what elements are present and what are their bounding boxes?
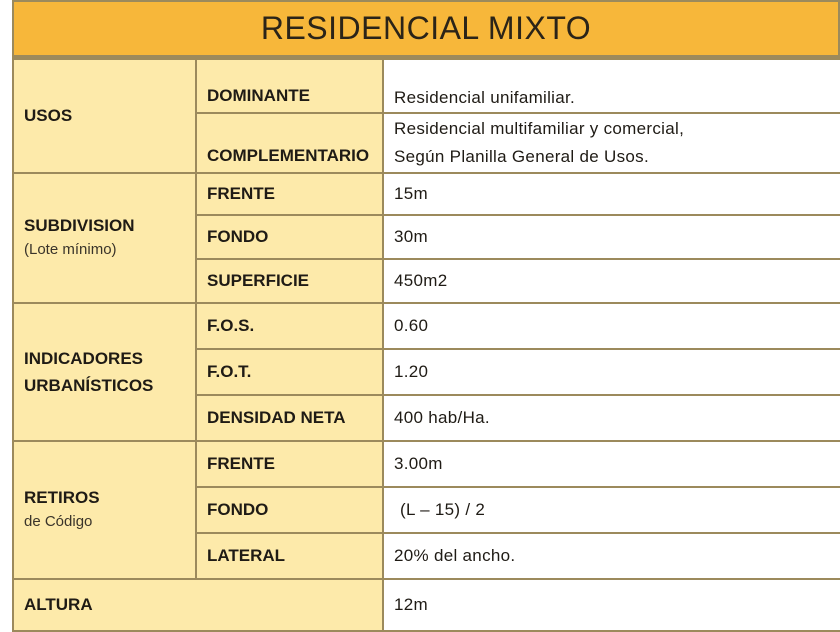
value-superficie: 450m2 bbox=[383, 259, 840, 303]
category-label: USOS bbox=[24, 106, 73, 125]
value-densidad-neta: 400 hab/Ha. bbox=[383, 395, 840, 441]
category-altura: ALTURA bbox=[13, 579, 383, 631]
category-subdivision bbox=[13, 173, 196, 303]
value-dominante: Residencial unifamiliar. bbox=[383, 59, 840, 113]
table-row bbox=[13, 303, 840, 349]
value-fos: 0.60 bbox=[383, 303, 840, 349]
key-retiro-frente: FRENTE bbox=[196, 441, 383, 487]
key-retiro-lateral: LATERAL bbox=[196, 533, 383, 579]
zoning-table bbox=[12, 58, 840, 632]
value-fondo: 30m bbox=[383, 215, 840, 259]
key-superficie: SUPERFICIE bbox=[196, 259, 383, 303]
key-frente: FRENTE bbox=[196, 173, 383, 215]
table-row bbox=[13, 579, 840, 631]
table-title: RESIDENCIAL MIXTO bbox=[12, 0, 840, 58]
category-retiros bbox=[13, 441, 196, 579]
category-label: INDICADORES bbox=[24, 349, 144, 368]
category-label: SUBDIVISION bbox=[24, 216, 135, 235]
category-usos bbox=[13, 59, 196, 173]
value-retiro-lateral: 20% del ancho. bbox=[383, 533, 840, 579]
value-fot: 1.20 bbox=[383, 349, 840, 395]
category-label: URBANÍSTICOS bbox=[24, 376, 154, 395]
category-sublabel: de Código bbox=[24, 513, 93, 530]
value-retiro-fondo: (L – 15) / 2 bbox=[383, 487, 840, 533]
key-dominante: DOMINANTE bbox=[196, 59, 383, 113]
key-fondo: FONDO bbox=[196, 215, 383, 259]
value-altura: 12m bbox=[383, 579, 840, 631]
value-line: Residencial multifamiliar y comercial, bbox=[394, 119, 685, 138]
table-row bbox=[13, 441, 840, 487]
value-line: Según Planilla General de Usos. bbox=[394, 147, 650, 166]
category-indicadores bbox=[13, 303, 196, 441]
key-densidad-neta: DENSIDAD NETA bbox=[196, 395, 383, 441]
key-complementario: COMPLEMENTARIO bbox=[196, 113, 383, 173]
category-sublabel: (Lote mínimo) bbox=[24, 241, 117, 258]
table-row bbox=[13, 59, 840, 113]
key-fot: F.O.T. bbox=[196, 349, 383, 395]
key-retiro-fondo: FONDO bbox=[196, 487, 383, 533]
table-row bbox=[13, 173, 840, 215]
value-frente: 15m bbox=[383, 173, 840, 215]
category-label: RETIROS bbox=[24, 488, 100, 507]
value-complementario bbox=[383, 113, 840, 173]
value-retiro-frente: 3.00m bbox=[383, 441, 840, 487]
key-fos: F.O.S. bbox=[196, 303, 383, 349]
